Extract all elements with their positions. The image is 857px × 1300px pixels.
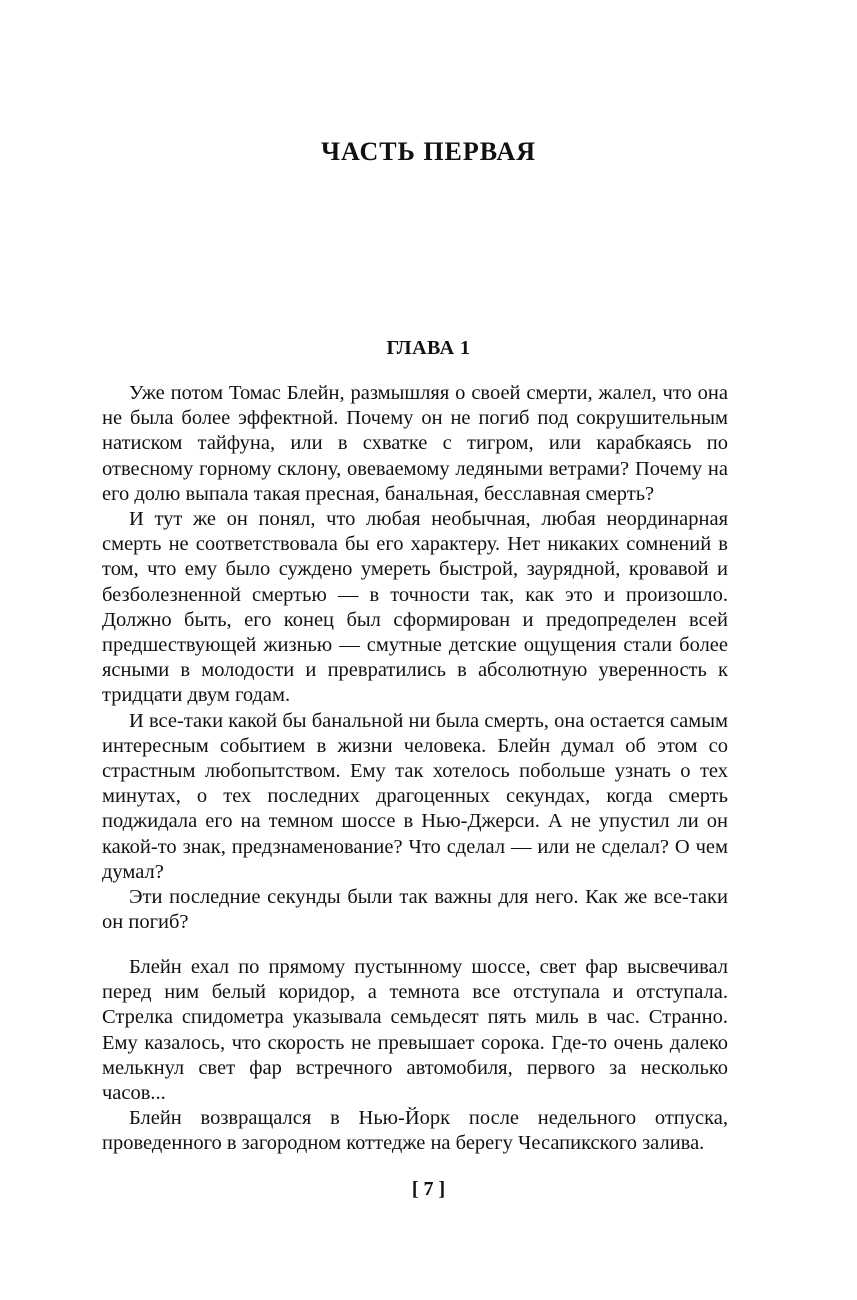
paragraph: Эти последние секунды были так важны для него. Как же все-таки он погиб?	[102, 886, 728, 934]
chapter-title: ГЛАВА 1	[386, 337, 471, 359]
part-title: ЧАСТЬ ПЕРВАЯ	[320, 137, 537, 166]
paragraph: Блейн ехал по прямому пустынному шоссе, свет фар высвечивал перед ним белый коридор, а темнота все отступала и отступала. Стрелка спидометра указывала семьдесят пять миль в час. Странно. Ему казалось, что скорость не превышает сорока. Где-то очень далеко мелькнул свет фар встречного автомобиля, первого за несколько часов...	[102, 956, 728, 1105]
paragraph: И тут же он понял, что любая необычная, любая неординарная смерть не соответствовала бы его характеру. Нет никаких сомнений в том, что ему было суждено умереть быстрой, заурядной, кровавой и безболезненной смертью — в точности так, как это и произошло. Должно быть, его конец был сформирован и предопределен всей предшествующей жизнью — смутные детские ощущения стали более ясными в молодости и превратились в абсолютную уверенность к тридцати двум годам.	[102, 508, 728, 707]
paragraph: Блейн возвращался в Нью-Йорк после недельного отпуска, проведенного в загородном коттедже на берегу Чесапикского залива.	[102, 1107, 728, 1155]
page-number: [ 7 ]	[411, 1178, 446, 1200]
chapter-text-section-1	[102, 381, 728, 935]
paragraph: Уже потом Томас Блейн, размышляя о своей смерти, жалел, что она не была более эффектной. Почему он не погиб под сокрушительным натиском тайфуна, или в схватке с тигром, или карабкаясь по отвесному горному склону, овеваемому ледяными ветрами? Почему на его долю выпала такая пресная, банальная, бесславная смерть?	[102, 382, 728, 505]
chapter-text-section-2	[102, 955, 728, 1157]
paragraph: И все-таки какой бы банальной ни была смерть, она остается самым интересным событием в жизни человека. Блейн думал об этом со страстным любопытством. Ему так хотелось побольше узнать о тех минутах, о тех последних драгоценных секундах, когда смерть поджидала его на темном шоссе в Нью-Джерси. А не упустил ли он какой-то знак, предзнаменование? Что сделал — или не сделал? О чем думал?	[102, 709, 728, 883]
